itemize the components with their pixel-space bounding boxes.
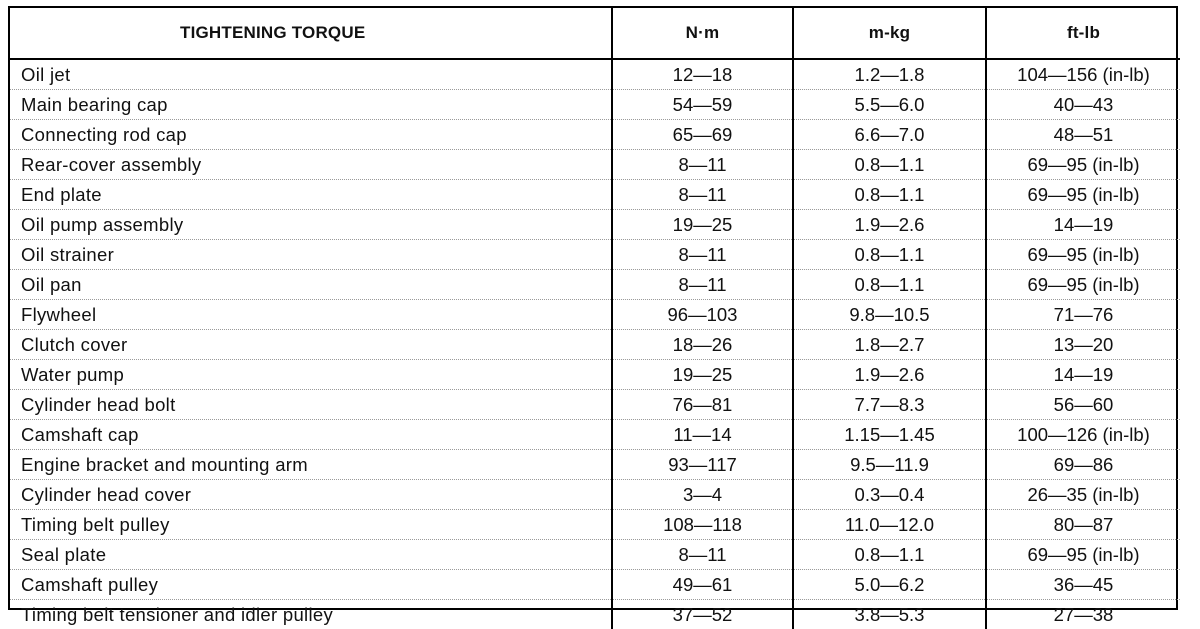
cell-mkg: 1.8—2.7: [793, 330, 986, 360]
header-mkg: m-kg: [793, 8, 986, 59]
table-row: [10, 390, 1180, 420]
table-row: [10, 59, 1180, 90]
cell-ftlb: 40—43: [986, 90, 1180, 120]
table-row: [10, 120, 1180, 150]
cell-ftlb: 104—156 (in-lb): [986, 59, 1180, 90]
cell-item: Camshaft pulley: [10, 570, 612, 600]
cell-item: Main bearing cap: [10, 90, 612, 120]
cell-ftlb: 13—20: [986, 330, 1180, 360]
cell-mkg: 0.8—1.1: [793, 540, 986, 570]
cell-ftlb: 71—76: [986, 300, 1180, 330]
table-row: [10, 360, 1180, 390]
cell-mkg: 1.9—2.6: [793, 360, 986, 390]
cell-item: Water pump: [10, 360, 612, 390]
cell-nm: 11—14: [612, 420, 793, 450]
cell-nm: 76—81: [612, 390, 793, 420]
cell-mkg: 1.15—1.45: [793, 420, 986, 450]
cell-ftlb: 14—19: [986, 210, 1180, 240]
table-row: [10, 510, 1180, 540]
cell-ftlb: 14—19: [986, 360, 1180, 390]
cell-mkg: 0.8—1.1: [793, 150, 986, 180]
cell-nm: 8—11: [612, 540, 793, 570]
cell-ftlb: 56—60: [986, 390, 1180, 420]
cell-item: Oil pump assembly: [10, 210, 612, 240]
cell-item: End plate: [10, 180, 612, 210]
table-row: [10, 270, 1180, 300]
cell-ftlb: 69—95 (in-lb): [986, 540, 1180, 570]
cell-ftlb: 48—51: [986, 120, 1180, 150]
cell-item: Flywheel: [10, 300, 612, 330]
cell-ftlb: 36—45: [986, 570, 1180, 600]
cell-ftlb: 69—86: [986, 450, 1180, 480]
cell-item: Engine bracket and mounting arm: [10, 450, 612, 480]
table-row: [10, 450, 1180, 480]
table-row: [10, 330, 1180, 360]
cell-mkg: 0.3—0.4: [793, 480, 986, 510]
cell-ftlb: 26—35 (in-lb): [986, 480, 1180, 510]
table-row: [10, 420, 1180, 450]
cell-nm: 54—59: [612, 90, 793, 120]
cell-item: Oil jet: [10, 59, 612, 90]
table-row: [10, 540, 1180, 570]
cell-nm: 108—118: [612, 510, 793, 540]
cell-nm: 12—18: [612, 59, 793, 90]
cell-nm: 96—103: [612, 300, 793, 330]
table-row: [10, 570, 1180, 600]
cell-mkg: 11.0—12.0: [793, 510, 986, 540]
cell-item: Cylinder head bolt: [10, 390, 612, 420]
table-row: [10, 90, 1180, 120]
cell-nm: 93—117: [612, 450, 793, 480]
header-nm: N·m: [612, 8, 793, 59]
cell-ftlb: 80—87: [986, 510, 1180, 540]
table-row: [10, 300, 1180, 330]
cell-mkg: 1.2—1.8: [793, 59, 986, 90]
cell-item: Oil strainer: [10, 240, 612, 270]
table-row: [10, 480, 1180, 510]
cell-item: Cylinder head cover: [10, 480, 612, 510]
table-row: [10, 210, 1180, 240]
cell-item: Timing belt tensioner and idler pulley: [10, 600, 612, 629]
table-row: [10, 600, 1180, 629]
cell-nm: 18—26: [612, 330, 793, 360]
cell-nm: 8—11: [612, 240, 793, 270]
cell-item: Connecting rod cap: [10, 120, 612, 150]
cell-nm: 19—25: [612, 210, 793, 240]
cell-ftlb: 69—95 (in-lb): [986, 240, 1180, 270]
cell-mkg: 9.5—11.9: [793, 450, 986, 480]
cell-nm: 8—11: [612, 150, 793, 180]
table-row: [10, 150, 1180, 180]
cell-mkg: 0.8—1.1: [793, 270, 986, 300]
header-tightening-torque: TIGHTENING TORQUE: [10, 8, 612, 59]
cell-nm: 49—61: [612, 570, 793, 600]
cell-mkg: 3.8—5.3: [793, 600, 986, 629]
cell-nm: 8—11: [612, 270, 793, 300]
cell-nm: 3—4: [612, 480, 793, 510]
cell-mkg: 5.5—6.0: [793, 90, 986, 120]
cell-nm: 65—69: [612, 120, 793, 150]
header-row: [10, 8, 1180, 59]
cell-item: Clutch cover: [10, 330, 612, 360]
cell-mkg: 5.0—6.2: [793, 570, 986, 600]
table-body: [10, 59, 1180, 629]
cell-mkg: 0.8—1.1: [793, 180, 986, 210]
cell-item: Rear-cover assembly: [10, 150, 612, 180]
table-row: [10, 180, 1180, 210]
cell-ftlb: 69—95 (in-lb): [986, 270, 1180, 300]
torque-spec-table-frame: [8, 6, 1178, 610]
cell-nm: 19—25: [612, 360, 793, 390]
cell-item: Camshaft cap: [10, 420, 612, 450]
cell-ftlb: 69—95 (in-lb): [986, 180, 1180, 210]
cell-ftlb: 69—95 (in-lb): [986, 150, 1180, 180]
torque-spec-table: [10, 8, 1180, 629]
cell-mkg: 0.8—1.1: [793, 240, 986, 270]
table-row: [10, 240, 1180, 270]
cell-nm: 8—11: [612, 180, 793, 210]
cell-item: Oil pan: [10, 270, 612, 300]
cell-item: Timing belt pulley: [10, 510, 612, 540]
cell-mkg: 7.7—8.3: [793, 390, 986, 420]
cell-mkg: 6.6—7.0: [793, 120, 986, 150]
cell-mkg: 1.9—2.6: [793, 210, 986, 240]
cell-nm: 37—52: [612, 600, 793, 629]
cell-ftlb: 100—126 (in-lb): [986, 420, 1180, 450]
cell-item: Seal plate: [10, 540, 612, 570]
cell-mkg: 9.8—10.5: [793, 300, 986, 330]
cell-ftlb: 27—38: [986, 600, 1180, 629]
header-ftlb: ft-lb: [986, 8, 1180, 59]
table-header: [10, 8, 1180, 59]
